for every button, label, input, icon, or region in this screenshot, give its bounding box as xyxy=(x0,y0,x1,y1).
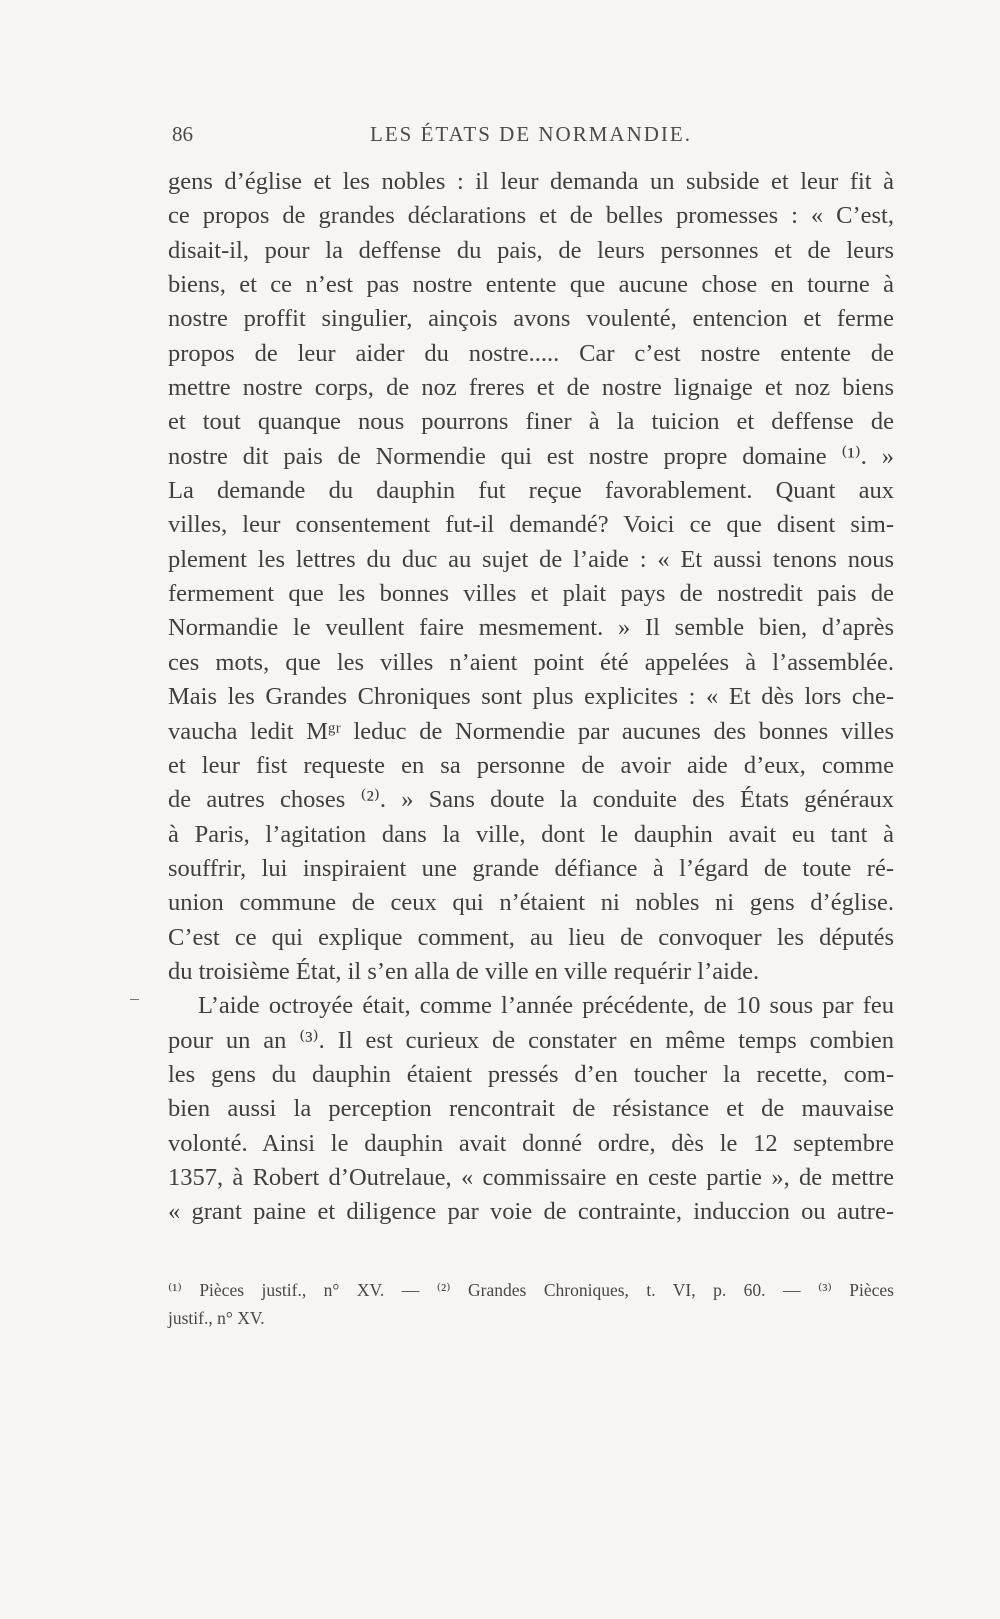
text-line: gens d’église et les nobles : il leur demanda un subside et leur fit à xyxy=(168,168,894,195)
text-line: Normandie le veullent faire mesmement. » Il semble bien, d’après xyxy=(168,614,894,642)
text-line: 1357, à Robert d’Outrelaue, « commissaire en ceste partie », de mettre xyxy=(168,1163,894,1191)
text-line: du troisième État, il s’en alla de ville en ville requérir l’aide. xyxy=(168,957,760,985)
text-line: biens, et ce n’est pas nostre entente que aucune chose en tourne à xyxy=(168,271,894,299)
text-line: nostre dit pais de Normendie qui est nostre propre domaine ⁽¹⁾. » xyxy=(168,442,894,470)
text-line: souffrir, lui inspiraient une grande défiance à l’égard de toute ré- xyxy=(168,854,894,882)
text-line: vaucha ledit Mᵍʳ leduc de Normendie par aucunes des bonnes villes xyxy=(168,717,894,745)
body-text xyxy=(168,165,894,1230)
text-line: les gens du dauphin étaient pressés d’en toucher la recette, com- xyxy=(168,1060,894,1088)
text-line: La demande du dauphin fut reçue favorablement. Quant aux xyxy=(168,477,894,505)
text-line: Mais les Grandes Chroniques sont plus explicites : « Et dès lors che- xyxy=(168,683,894,711)
text-line: ce propos de grandes déclarations et de belles promesses : « C’est, xyxy=(168,202,894,230)
text-line: union commune de ceux qui n’étaient ni nobles ni gens d’église. xyxy=(168,889,894,917)
text-line: fermement que les bonnes villes et plait pays de nostredit pais de xyxy=(168,580,894,608)
text-line: de autres choses ⁽²⁾. » Sans doute la conduite des États généraux xyxy=(168,786,894,814)
text-line: C’est ce qui explique comment, au lieu de convoquer les députés xyxy=(168,923,894,951)
text-line: volonté. Ainsi le dauphin avait donné ordre, dès le 12 septembre xyxy=(168,1129,894,1157)
text-line: mettre nostre corps, de noz freres et de nostre lignaige et noz biens xyxy=(168,374,894,402)
text-line: et tout quanque nous pourrons finer à la tuicion et deffense de xyxy=(168,408,894,436)
text-line: nostre proffit singulier, ainçois avons voulenté, entencion et ferme xyxy=(168,305,894,333)
text-line: pour un an ⁽³⁾. Il est curieux de constater en même temps combien xyxy=(168,1026,894,1054)
page-header xyxy=(168,122,894,154)
page-number: 86 xyxy=(172,122,193,146)
text-line: plement les lettres du duc au sujet de l’aide : « Et aussi tenons nous xyxy=(168,545,894,573)
footnote-line: ⁽¹⁾ Pièces justif., n° XV. — ⁽²⁾ Grandes Chroniques, t. VI, p. 60. — ⁽³⁾ Pièces xyxy=(168,1280,894,1300)
text-line: ces mots, que les villes n’aient point été appelées à l’assemblée. xyxy=(168,648,894,676)
text-line: disait-il, pour la deffense du pais, de leurs personnes et de leurs xyxy=(168,236,894,264)
footnote-line: justif., n° XV. xyxy=(168,1308,265,1328)
text-line: « grant paine et diligence par voie de contrainte, induccion ou autre- xyxy=(168,1198,894,1226)
text-line: propos de leur aider du nostre..... Car c’est nostre entente de xyxy=(168,339,894,367)
text-line: villes, leur consentement fut-il demandé? Voici ce que disent sim- xyxy=(168,511,894,539)
running-title: LES ÉTATS DE NORMANDIE. xyxy=(370,122,692,146)
margin-mark xyxy=(130,999,139,1000)
text-line: L’aide octroyée était, comme l’année précédente, de 10 sous par feu xyxy=(198,992,894,1020)
text-line: à Paris, l’agitation dans la ville, dont le dauphin avait eu tant à xyxy=(168,820,894,848)
text-line: bien aussi la perception rencontrait de résistance et de mauvaise xyxy=(168,1095,894,1123)
footnotes xyxy=(168,1276,894,1332)
text-line: et leur fist requeste en sa personne de avoir aide d’eux, comme xyxy=(168,751,894,779)
